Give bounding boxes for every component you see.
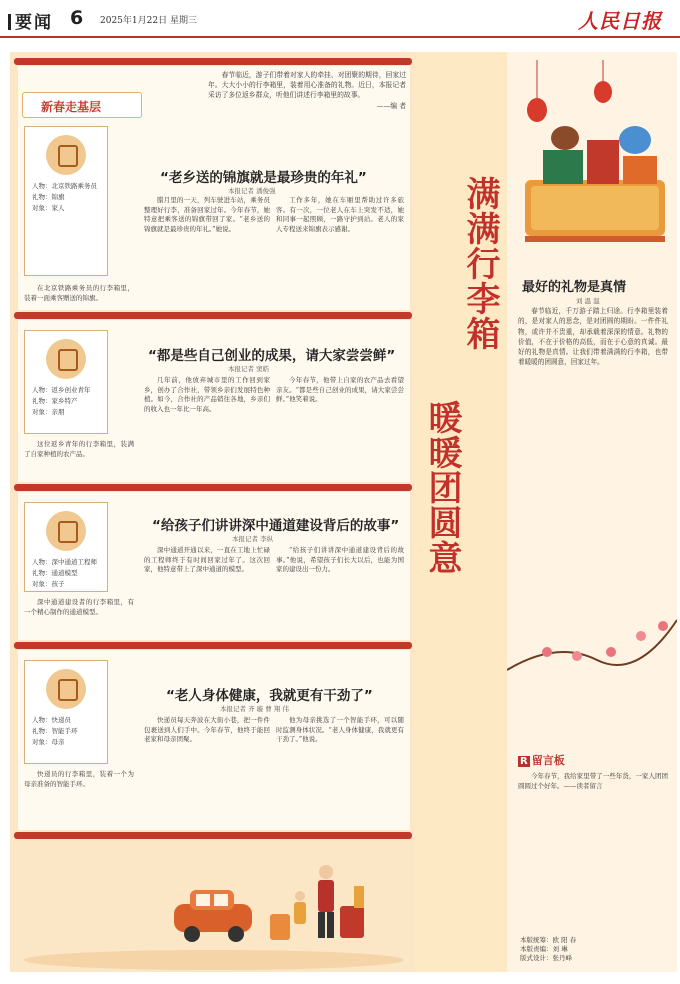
scroll-rod-bottom <box>14 832 412 839</box>
credit-line-2: 本版责编：刘 琳 <box>520 945 568 953</box>
banner <box>22 92 142 118</box>
main-title-line-2: 暖暖团圆意 <box>422 400 462 575</box>
dateline: 2025年1月22日 星期三 <box>100 16 197 26</box>
tag-4-recipient: 对象：母亲 <box>32 738 65 746</box>
tagbox-1 <box>24 126 108 276</box>
article-4-lead-text: 快递员的行李箱里，装着一个为母亲准备的智能手环。 <box>24 770 134 788</box>
section-label <box>8 8 53 33</box>
scroll-rod-2 <box>14 312 412 319</box>
intro-body: 春节临近，游子们带着对家人的牵挂、对团聚的期待，回家过年。大大小小的行李箱里，装着用心准备的礼物。近日，本报记者采访了多位返乡群众，听他们讲述行李箱里的故事。 <box>208 71 406 100</box>
article-4-byline: 本报记者 齐 璇 曹 翔 伟 <box>220 705 289 713</box>
basket-icon <box>46 339 86 379</box>
article-2-col1-text: 几年前，他放弃城市里的工作回到家乡，创办了合作社，带领乡亲们发展特色种植。如今，合作社的产品销往各地，乡亲们的收入也一年比一年高。 <box>144 376 270 413</box>
commentary-body-text: 春节临近，千万游子踏上归途。行李箱里装着的，是对家人的思念，是对团圆的期盼。一件件礼物，或许并不贵重，却承载着深深的情意。礼物的价值，不在于价格的高低，而在于心意的真诚。最好的礼物是真情。让我们带着满满的行李箱，也带着暖暖的团圆意，回家过年。 <box>518 307 668 367</box>
credit-line-3: 版式设计：张丹峰 <box>520 954 572 962</box>
article-3-byline: 本报记者 李纵 <box>232 535 274 543</box>
section-name: 要闻 <box>15 13 53 33</box>
article-1-col1 <box>144 196 270 306</box>
article-2-col1 <box>144 376 270 480</box>
article-3-col1-text: 深中通道开通以来，一直在工地上忙碌的工程师终于有时间回家过年了。这次回家，他特意带上了深中通道的模型。 <box>144 546 270 574</box>
scroll-rod-4 <box>14 642 412 649</box>
message-board-text: 今年春节，我给家里带了一些年货，一家人团团圆圆过个好年。——读者留言 <box>518 772 668 790</box>
scroll-rod-top <box>14 58 412 65</box>
article-3-lead <box>24 598 134 638</box>
tag-3-gift: 礼物：通道模型 <box>32 569 78 577</box>
article-4-col2-text: 他为母亲挑选了一个智能手环，可以随时监测身体状况。“老人身体健康，我就更有干劲了。”他说。 <box>276 716 404 744</box>
tag-4-person: 人物：快递员 <box>32 716 71 724</box>
scroll-rod-3 <box>14 484 412 491</box>
article-3-col1 <box>144 546 270 636</box>
article-3-title: “给孩子们讲讲深中通道建设背后的故事” <box>152 518 400 534</box>
bridge-icon <box>46 511 86 551</box>
article-3-col2 <box>276 546 404 636</box>
article-3-col2-text: “给孩子们讲讲深中通道建设背后的故事。”他说，希望孩子们长大以后，也能为国家的建设出一份力。 <box>276 546 404 574</box>
gift-icon <box>46 135 86 175</box>
article-4-col1 <box>144 716 270 826</box>
tag-2-recipient: 对象：亲朋 <box>32 408 65 416</box>
tag-1-recipient: 对象：家人 <box>32 204 65 212</box>
tag-3-recipient: 对象：孩子 <box>32 580 65 588</box>
bottom-illustration <box>14 842 412 972</box>
page-number: 6 <box>70 7 84 29</box>
credits <box>520 936 576 963</box>
article-1-title: “老乡送的锦旗就是最珍贵的年礼” <box>160 170 367 186</box>
article-1-lead-text: 在北京铁路乘务员的行李箱里，装着一面乘客赠送的锦旗。 <box>24 284 134 302</box>
tag-2-gift: 礼物：家乡特产 <box>32 397 78 405</box>
article-1-col2 <box>276 196 404 306</box>
tag-2-person: 人物：返乡创业青年 <box>32 386 91 394</box>
article-2-col2 <box>276 376 404 480</box>
message-board-heading: 留言板 <box>531 754 565 767</box>
article-2-lead <box>24 440 134 480</box>
tagbox-3 <box>24 502 108 592</box>
commentary-body <box>518 306 668 606</box>
plum-blossom-illustration <box>507 600 677 700</box>
tag-3-person: 人物：深中通道工程师 <box>32 558 97 566</box>
article-2-title: “都是些自己创业的成果，请大家尝尝鲜” <box>148 348 396 364</box>
message-board-body <box>518 772 668 922</box>
tagbox-4 <box>24 660 108 764</box>
article-1-col1-text: 腊月里的一天，列车驶进车站，乘务员整理好行李，准备回家过年。今年春节，她特意把乘客送的锦旗带回了家。“老乡送的锦旗就是最珍贵的年礼。”她说。 <box>144 196 270 233</box>
tagbox-2 <box>24 330 108 434</box>
article-4-title: “老人身体健康，我就更有干劲了” <box>166 688 373 704</box>
article-4-lead <box>24 770 134 826</box>
intro-end: ——编 者 <box>376 101 406 110</box>
article-2-lead-text: 这位返乡青年的行李箱里，装满了自家种植的农产品。 <box>24 440 134 458</box>
article-1-col2-text: 工作多年，她在车厢里帮助过许多旅客。有一次，一位老人在车上突发不适，她和同事一起照顾，一路守护到站。老人的家人专程送来锦旗表示感谢。 <box>276 196 404 233</box>
article-4-col1-text: 快递员每天奔波在大街小巷，把一件件包裹送到人们手中。今年春节，他终于能回老家和母亲团聚。 <box>144 716 270 744</box>
watch-icon <box>46 669 86 709</box>
commentary-byline: 刘 温 温 <box>576 297 600 305</box>
main-title-line-1: 满满行李箱 <box>460 176 500 351</box>
top-right-illustration <box>507 60 677 260</box>
article-2-col2-text: 今年春节，他带上自家的农产品去看望亲友。“都是些自己创业的成果，请大家尝尝鲜。”他笑着说。 <box>276 376 404 404</box>
tag-1-gift: 礼物：锦旗 <box>32 193 65 201</box>
tag-4-gift: 礼物：智能手环 <box>32 727 78 735</box>
commentary-title: 最好的礼物是真情 <box>522 280 627 295</box>
intro-text <box>208 70 406 138</box>
article-4-col2 <box>276 716 404 826</box>
article-2-byline: 本报记者 窦皓 <box>228 365 270 373</box>
message-board-label: R <box>520 756 528 767</box>
masthead <box>0 0 680 38</box>
article-1-byline: 本报记者 潘俊强 <box>228 187 276 195</box>
tag-1-person: 人物：北京铁路乘务员 <box>32 182 97 190</box>
banner-text: 新春走基层 <box>41 100 102 114</box>
article-3-lead-text: 深中通道建设者的行李箱里，有一个精心制作的通道模型。 <box>24 598 134 616</box>
article-1-lead <box>24 284 134 308</box>
credit-line-1: 本版统筹：欧 阳 春 <box>520 936 577 944</box>
message-board-title <box>518 752 567 768</box>
newspaper-logo: 人民日报 <box>578 9 662 33</box>
